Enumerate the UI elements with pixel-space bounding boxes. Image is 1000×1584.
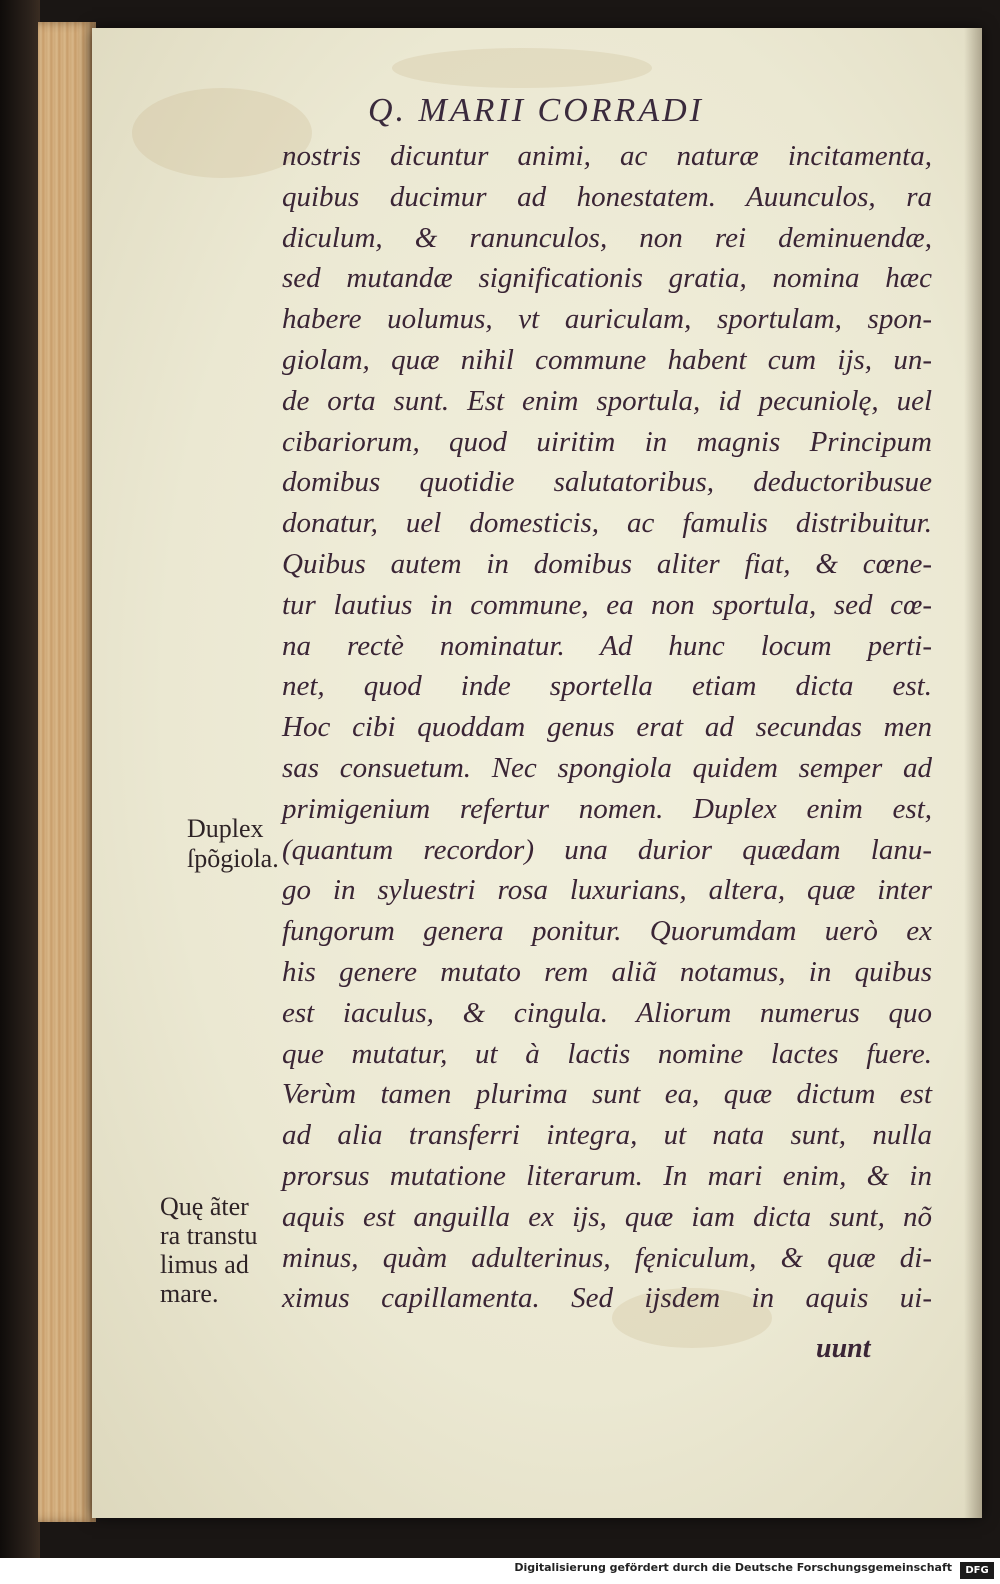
text-line: domibus quotidie salutatoribus, deductoribusue	[282, 466, 932, 499]
book-edge-background	[0, 0, 40, 1584]
text-line: giolam, quæ nihil commune habent cum ijs, un-	[282, 344, 932, 376]
text-line: his genere mutato rem aliã notamus, in quibus	[282, 956, 932, 988]
text-line: cibariorum, quod uiritim in magnis Principum	[282, 425, 932, 458]
text-line: tur lautius in commune, ea non sportula, sed cœ-	[282, 588, 932, 621]
marginal-note-line: Duplex	[187, 814, 264, 843]
text-line: habere uolumus, vt auriculam, sportulam, spon-	[282, 303, 932, 336]
text-line: ximus capillamenta. Sed ijsdem in aquis ui-	[282, 1282, 932, 1315]
text-line: que mutatur, ut à lactis nomine lactes fuere.	[282, 1037, 932, 1070]
marginal-note-line: ra transtu	[160, 1221, 258, 1250]
text-line: fungorum genera ponitur. Quorumdam uerò ex	[282, 915, 932, 948]
digitization-footer	[0, 1558, 1000, 1584]
marginal-note-terra-mare	[160, 1192, 257, 1308]
paper-stain	[392, 48, 652, 88]
text-line: minus, quàm adulterinus, fęniculum, & quæ di-	[282, 1241, 932, 1274]
footer-credit: Digitalisierung gefördert durch die Deutsche Forschungsgemeinschaft	[514, 1561, 952, 1574]
page-fore-edge	[38, 22, 96, 1522]
marginal-note-line: ſpõgiola.	[187, 844, 279, 873]
text-line: est iaculus, & cingula. Aliorum numerus quo	[282, 996, 932, 1029]
text-line: Hoc cibi quoddam genus erat ad secundas men	[282, 711, 932, 744]
text-line: nostris dicuntur animi, ac naturæ incitamenta,	[282, 140, 932, 172]
text-line: donatur, uel domesticis, ac famulis distribuitur.	[282, 507, 932, 540]
text-line: net, quod inde sportella etiam dicta est.	[282, 670, 932, 703]
text-line: primigenium refertur nomen. Duplex enim est,	[282, 792, 932, 825]
marginal-note-line: mare.	[160, 1279, 219, 1308]
marginal-note-line: Quę ãter	[160, 1192, 249, 1221]
text-line: quibus ducimur ad honestatem. Auunculos, ra	[282, 180, 932, 213]
text-line: na rectè nominatur. Ad hunc locum perti-	[282, 629, 932, 662]
text-line: aquis est anguilla ex ijs, quæ iam dicta sunt, nõ	[282, 1200, 932, 1233]
marginal-note-line: limus ad	[160, 1250, 249, 1279]
catchword: uunt	[816, 1333, 871, 1364]
text-line: ad alia transferri integra, ut nata sunt, nulla	[282, 1119, 932, 1152]
text-line: de orta sunt. Est enim sportula, id pecuniolę, uel	[282, 384, 932, 417]
running-header: Q. MARII CORRADI	[368, 92, 704, 129]
text-line: (quantum recordor) una durior quædam lanu-	[282, 833, 932, 866]
text-line: Quibus autem in domibus aliter fiat, & cœne-	[282, 548, 932, 580]
text-line: sed mutandæ significationis gratia, nomina hæc	[282, 262, 932, 295]
text-line: sas consuetum. Nec spongiola quidem semper ad	[282, 752, 932, 784]
text-line: go in syluestri rosa luxurians, altera, quæ inter	[282, 874, 932, 907]
text-line: diculum, & ranunculos, non rei deminuendæ,	[282, 221, 932, 254]
dfg-logo: DFG	[960, 1562, 994, 1579]
text-line: Verùm tamen plurima sunt ea, quæ dictum est	[282, 1078, 932, 1111]
text-line: prorsus mutatione literarum. In mari enim, & in	[282, 1160, 932, 1192]
marginal-note-spongiola	[187, 814, 279, 874]
